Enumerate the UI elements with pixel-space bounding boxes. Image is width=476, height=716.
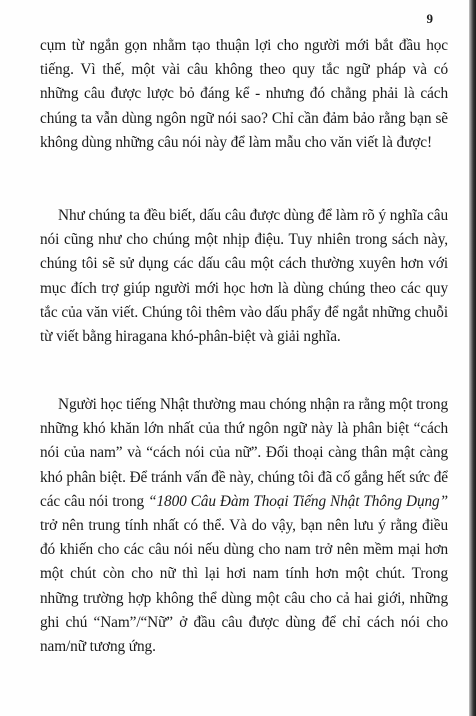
page-number: 9 [426,11,433,26]
paragraph-3 [40,393,448,659]
book-title: “1800 Câu Đàm Thoại Tiếng Nhật Thông Dụng” [148,492,448,510]
page-edge-shadow [469,0,476,716]
paragraph-1: cụm từ ngắn gọn nhằm tạo thuận lợi cho người mới bắt đầu học tiếng. Vì thế, một vài câu không theo quy tắc ngữ pháp và có những câu được lược bỏ đáng kể - nhưng đó chẳng phải là cách chúng ta vẫn dùng ngôn ngữ nói sao? Chỉ cần đảm bảo rằng bạn sẽ không dùng những câu nói này để làm mẫu cho văn viết là được! [40,37,448,151]
paragraph-3-text-after: trở nên trung tính nhất có thể. Và do vậy, bạn nên lưu ý rằng điều đó khiến cho các câu nói nếu dùng cho nam trở nên mềm mại hơn một chút còn cho nữ thì lại hơi nam tính hơn một chút. Trong những trường hợp không thể dùng một câu cho cả hai giới, những ghi chú “Nam”/“Nữ” ở đầu câu được dùng để chỉ cách nói cho nam/nữ tương ứng. [40,517,448,656]
paragraph-3-text-before: Người học tiếng Nhật thường mau chóng nhận ra rằng một trong những khó khăn lớn nhất của thứ ngôn ngữ này là phân biệt “cách nói của nam” và “cách nói của nữ”. Đối thoại càng thân mật càng khó phân biệt. Để tránh vấn đề này, chúng tôi đã cố gắng hết sức để các câu nói trong [40,396,448,510]
paragraph-2: Như chúng ta đều biết, dấu câu được dùng để làm rõ ý nghĩa câu nói cũng như cho chúng một nhịp điệu. Tuy nhiên trong sách này, chúng tôi sẽ sử dụng các dấu câu một cách thường xuyên hơn với mục đích trợ giúp người mới học hơn là dùng chúng theo các quy tắc của văn viết. Chúng tôi thêm vào dấu phẩy để ngắt những chuỗi từ viết bằng hiragana khó-phân-biệt và giải nghĩa. [40,207,448,346]
